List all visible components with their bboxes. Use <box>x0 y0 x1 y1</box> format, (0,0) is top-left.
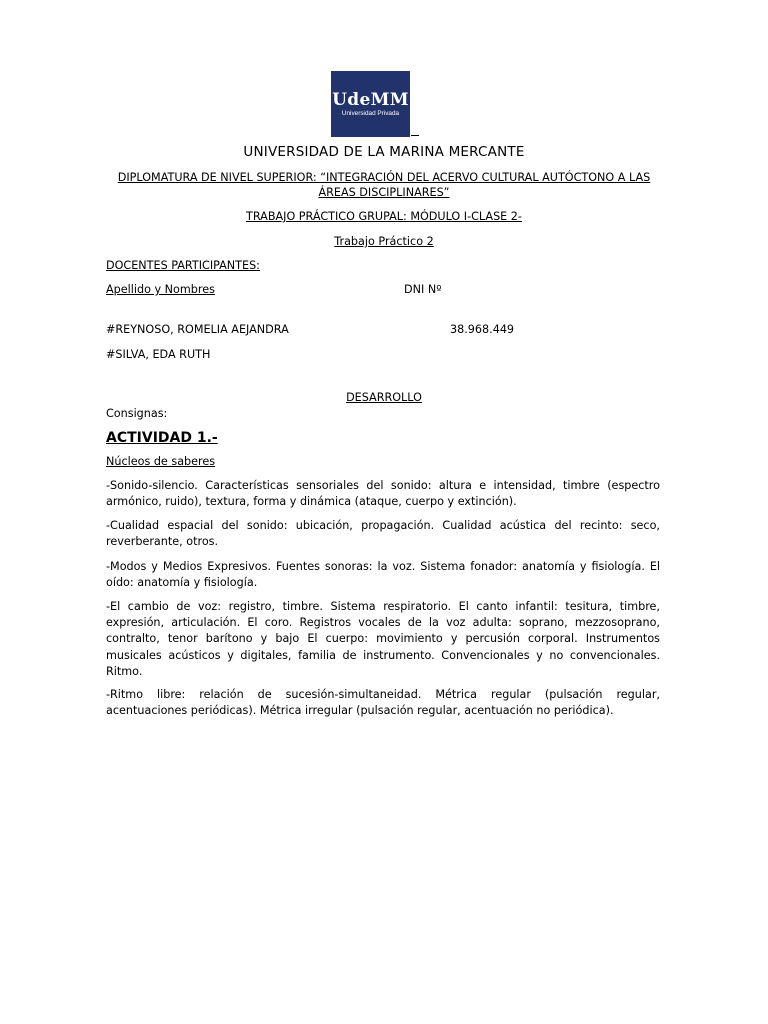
column-name-header: Apellido y Nombres <box>106 283 215 296</box>
docentes-heading: DOCENTES PARTICIPANTES: <box>106 259 260 272</box>
trabajo-grupal-title: TRABAJO PRÁCTICO GRUPAL: MÓDULO I-CLASE 2- <box>246 210 522 223</box>
trabajo-practico-title: Trabajo Práctico 2 <box>334 235 434 248</box>
docente-name-1: #REYNOSO, ROMELIA AEJANDRA <box>106 323 289 336</box>
logo-main-text: UdeMM <box>332 89 409 110</box>
paragraph-cambio-voz: -El cambio de voz: registro, timbre. Sistema respiratorio. El canto infantil: tesitura, timbre, expresión, articulación. El coro. Registros vocales de la voz adulta: soprano, mezzosoprano, contralto, tenor barítono y bajo El cuerpo: movimiento y percusión corporal. Instrumentos musicales acústicos y digitales, familia de instrumento. Convencionales y no convencionales. Ritmo. <box>106 600 660 678</box>
university-logo <box>331 71 421 141</box>
paragraph-ritmo: -Ritmo libre: relación de sucesión-simultaneidad. Métrica regular (pulsación regular, acentuaciones periódicas). Métrica irregular (pulsación regular, acentuación no periódica). <box>106 688 660 718</box>
nucleos-heading: Núcleos de saberes <box>106 455 216 468</box>
udemm-logo-box <box>331 71 410 137</box>
paragraph-sonido: -Sonido-silencio. Características sensoriales del sonido: altura e intensidad, timbre (espectro armónico, ruido), textura, forma y dinámica (ataque, cuerpo y extinción). <box>106 479 660 509</box>
paragraph-cualidad: -Cualidad espacial del sonido: ubicación, propagación. Cualidad acústica del recinto: seco, reverberante, otros. <box>106 519 660 549</box>
diplomatura-title: DIPLOMATURA DE NIVEL SUPERIOR: “INTEGRACIÓN DEL ACERVO CULTURAL AUTÓCTONO A LAS ÁREAS DISCIPLINARES” <box>117 171 651 199</box>
actividad-heading: ACTIVIDAD 1.- <box>106 430 218 446</box>
logo-underline <box>411 135 419 136</box>
docente-name-2: #SILVA, EDA RUTH <box>106 348 211 361</box>
paragraph-modos: -Modos y Medios Expresivos. Fuentes sonoras: la voz. Sistema fonador: anatomía y fisiología. El oído: anatomía y fisiología. <box>106 560 660 590</box>
logo-sub-text: Universidad Privada <box>341 109 400 117</box>
consignas-label: Consignas: <box>106 407 168 420</box>
desarrollo-heading: DESARROLLO <box>346 391 422 404</box>
university-title: UNIVERSIDAD DE LA MARINA MERCANTE <box>243 144 525 160</box>
column-dni-header: DNI Nº <box>404 283 442 296</box>
docente-dni-1: 38.968.449 <box>450 323 515 336</box>
